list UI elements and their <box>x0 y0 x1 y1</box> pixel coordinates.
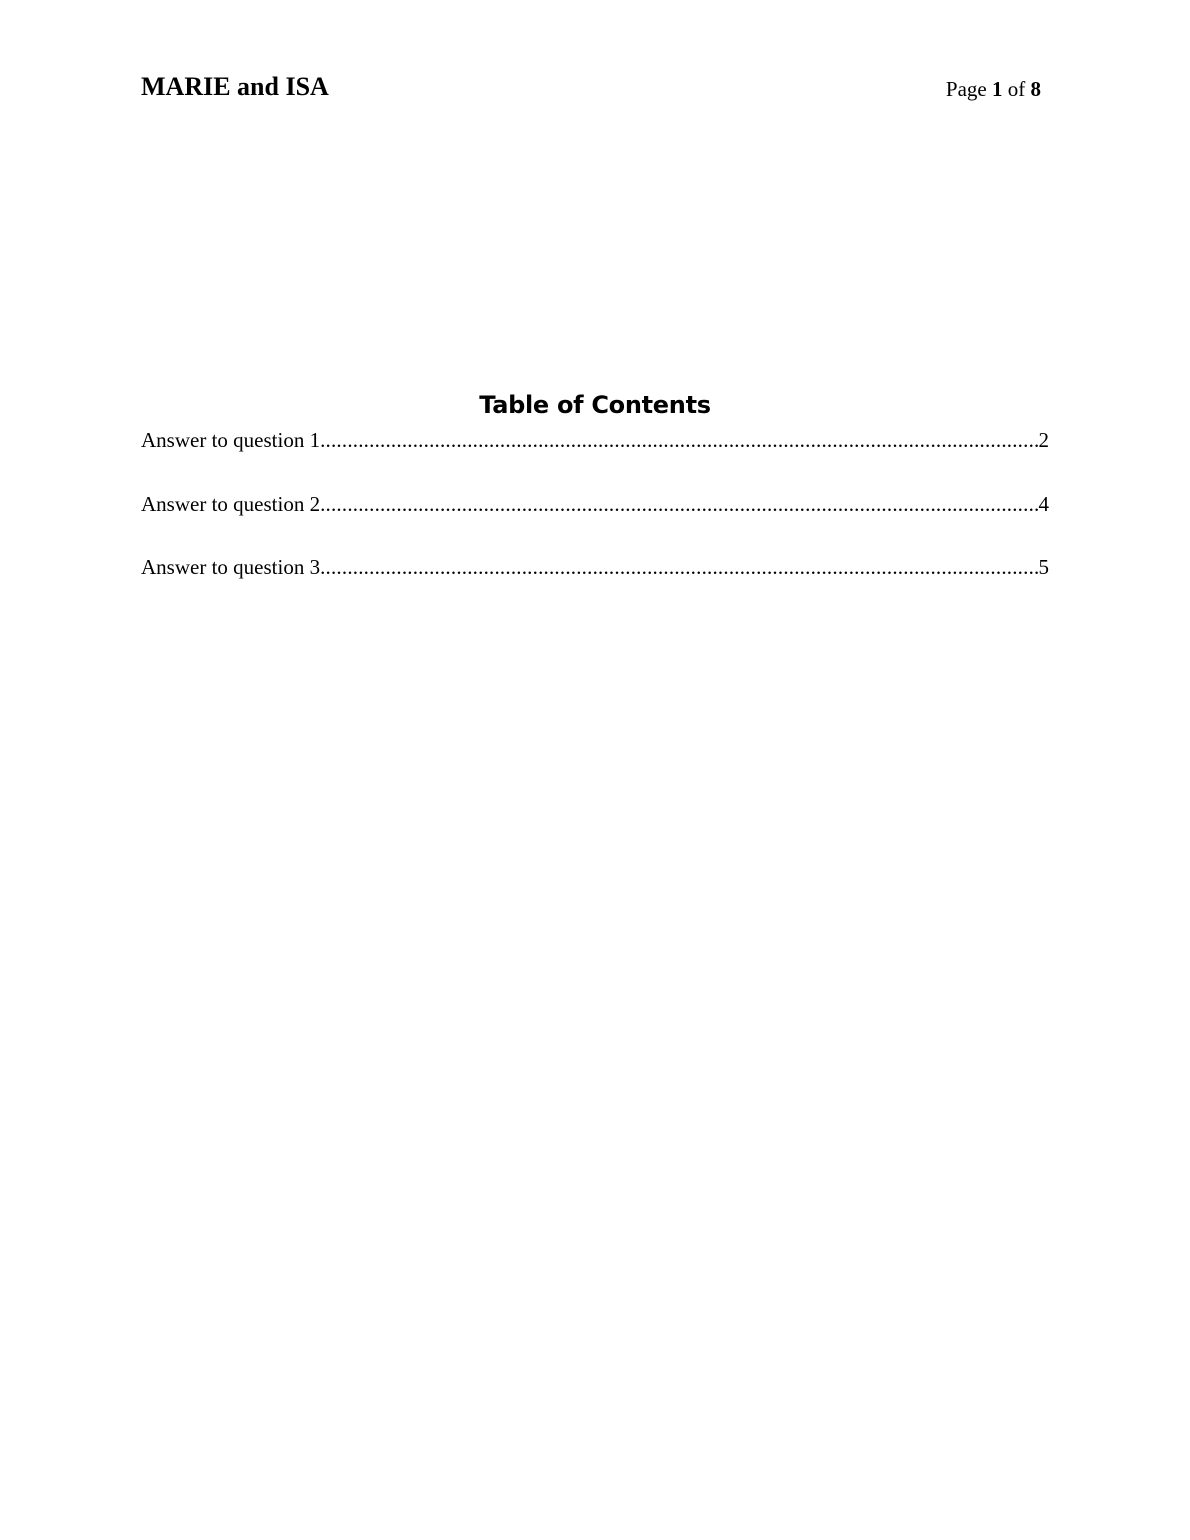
page-indicator <box>946 74 1041 104</box>
document-title: MARIE and ISA <box>141 72 329 101</box>
page-prefix: Page <box>945 77 987 101</box>
toc-entry-question-3[interactable] <box>141 552 1049 582</box>
page-header <box>141 70 1041 106</box>
toc-dot-leader <box>320 425 1038 455</box>
toc-dot-leader <box>320 552 1038 582</box>
toc-entry-question-2[interactable] <box>141 489 1049 519</box>
toc-list <box>141 425 1049 616</box>
toc-entry-question-1[interactable] <box>141 425 1049 455</box>
toc-entry-label: Answer to question 3 <box>141 555 321 579</box>
total-pages-number: 8 <box>1030 77 1041 101</box>
toc-dot-leader <box>320 489 1038 519</box>
toc-entry-page-number: 4 <box>1038 491 1049 516</box>
toc-entry-label: Answer to question 2 <box>141 491 321 516</box>
toc-entry-label: Answer to question 1 <box>141 428 321 452</box>
toc-entry-page-number: 2 <box>1038 428 1049 452</box>
page-separator: of <box>1007 77 1026 101</box>
toc-entry-page-number: 5 <box>1038 555 1049 579</box>
toc-heading: Table of Contents <box>479 391 711 419</box>
current-page-number: 1 <box>992 77 1003 101</box>
